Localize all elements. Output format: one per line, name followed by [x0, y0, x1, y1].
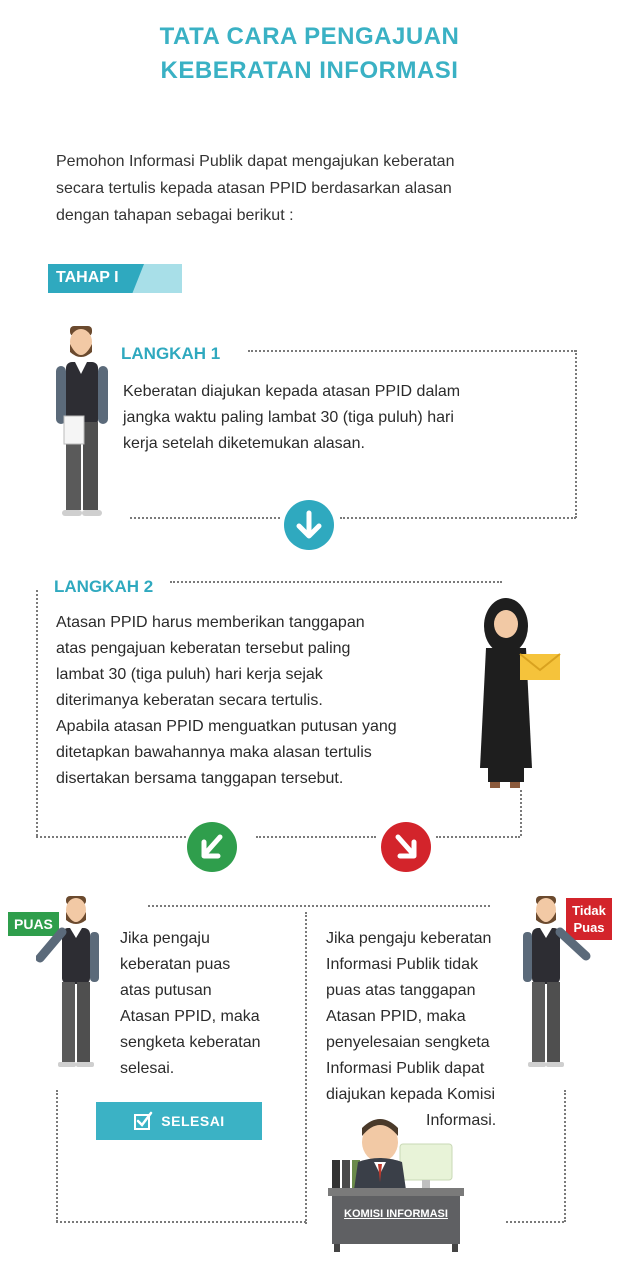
step2-line: lambat 30 (tiga puluh) hari kerja sejak: [56, 666, 323, 683]
step1-line: Keberatan diajukan kepada atasan PPID dalam: [123, 383, 461, 400]
outcome-bottom-border-left: [56, 1221, 306, 1223]
step2-border-bottom-left: [36, 836, 186, 838]
step1-border-right: [575, 350, 577, 518]
arrow-down-right-icon: [381, 822, 431, 872]
satisfied-line: Jika pengaju: [120, 930, 210, 947]
outcome-border-top: [148, 905, 490, 907]
outcome-divider: [305, 912, 307, 1224]
step2-border-bottom-right: [436, 836, 520, 838]
step2-line: atas pengajuan keberatan tersebut paling: [56, 640, 351, 657]
stage-label-text: TAHAP I: [56, 269, 119, 286]
checkbox-check-icon: [133, 1111, 153, 1131]
unsatisfied-badge-line1: Tidak: [572, 903, 606, 918]
unsatisfied-line: Atasan PPID, maka: [326, 1008, 466, 1025]
unsatisfied-line: puas atas tanggapan: [326, 982, 476, 999]
satisfied-line: selesai.: [120, 1060, 175, 1077]
step2-border-top: [170, 581, 502, 583]
step1-border-top: [248, 350, 576, 352]
intro-line-1: Pemohon Informasi Publik dapat mengajukan keberatan: [56, 153, 455, 170]
unsatisfied-line: Informasi.: [426, 1112, 497, 1129]
step1-text: [123, 379, 460, 457]
outcome-left-border: [56, 1090, 58, 1222]
outcome-right-border: [564, 1090, 566, 1222]
step2-border-bottom-mid: [256, 836, 376, 838]
unsatisfied-line: Jika pengaju keberatan: [326, 930, 492, 947]
step2-text: [56, 610, 397, 792]
komisi-informasi-label: KOMISI INFORMASI: [344, 1208, 448, 1220]
step2-line: ditetapkan bawahannya maka alasan tertulis: [56, 744, 372, 761]
satisfied-line: atas putusan: [120, 982, 212, 999]
intro-paragraph: [56, 148, 556, 229]
step2-title: LANGKAH 2: [54, 577, 154, 596]
step1-border-bottom-right: [340, 517, 576, 519]
unsatisfied-line: penyelesaian sengketa: [326, 1034, 490, 1051]
satisfied-badge: PUAS: [8, 912, 59, 936]
step2-line: disertakan bersama tanggapan tersebut.: [56, 770, 344, 787]
satisfied-line: sengketa keberatan: [120, 1034, 261, 1051]
woman-with-envelope-illustration: [476, 598, 566, 792]
unsatisfied-text: [326, 926, 496, 1134]
intro-line-3: dengan tahapan sebagai berikut :: [56, 207, 294, 224]
satisfied-text: [120, 926, 261, 1082]
stage-label: [48, 264, 182, 293]
step1-line: kerja setelah diketemukan alasan.: [123, 435, 365, 452]
outcome-bottom-border-right: [506, 1221, 564, 1223]
step1-title: LANGKAH 1: [121, 344, 221, 363]
arrow-down-icon: [284, 500, 334, 550]
page-title: [0, 20, 619, 88]
step2-line: Apabila atasan PPID menguatkan putusan yang: [56, 718, 397, 735]
satisfied-line: Atasan PPID, maka: [120, 1008, 260, 1025]
step2-border-left: [36, 590, 38, 836]
step2-border-right: [520, 790, 522, 836]
man-holding-paper-illustration: [48, 322, 118, 520]
satisfied-line: keberatan puas: [120, 956, 231, 973]
selesai-label: SELESAI: [161, 1113, 225, 1129]
unsatisfied-man-illustration: [508, 892, 598, 1070]
title-line-2: KEBERATAN INFORMASI: [160, 57, 459, 84]
step1-line: jangka waktu paling lambat 30 (tiga puluh) hari: [123, 409, 454, 426]
unsatisfied-badge-line2: Puas: [573, 920, 605, 935]
arrow-down-left-icon: [187, 822, 237, 872]
unsatisfied-line: Informasi Publik tidak: [326, 956, 479, 973]
intro-line-2: secara tertulis kepada atasan PPID berdasarkan alasan: [56, 180, 452, 197]
unsatisfied-line: Informasi Publik dapat: [326, 1060, 485, 1077]
step1-border-bottom-left: [130, 517, 280, 519]
title-line-1: TATA CARA PENGAJUAN: [159, 23, 460, 50]
step2-line: diterimanya keberatan secara tertulis.: [56, 692, 323, 709]
komisi-informasi-desk-illustration: [326, 1114, 466, 1254]
unsatisfied-line: diajukan kepada Komisi: [326, 1086, 495, 1103]
step2-line: Atasan PPID harus memberikan tanggapan: [56, 614, 365, 631]
satisfied-man-illustration: [36, 892, 116, 1070]
selesai-button: [96, 1102, 262, 1140]
